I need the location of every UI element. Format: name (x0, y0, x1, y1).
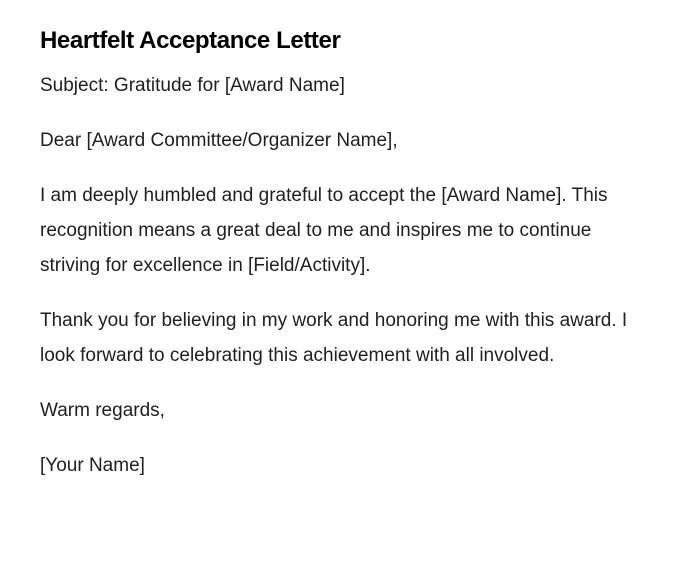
letter-paragraph-2: Thank you for believing in my work and honoring me with this award. I look forward to celebrating this achievement with all involved. (40, 310, 628, 366)
letter-paragraph-1: I am deeply humbled and grateful to accept the [Award Name]. This recognition means a great deal to me and inspires me to continue striving for excellence in [Field/Activity]. (40, 185, 608, 276)
letter-closing: Warm regards, (40, 400, 165, 421)
letter-title: Heartfelt Acceptance Letter (40, 27, 341, 54)
letter-document (40, 24, 650, 483)
letter-signature: [Your Name] (40, 455, 145, 476)
letter-subject: Subject: Gratitude for [Award Name] (40, 75, 345, 96)
letter-greeting: Dear [Award Committee/Organizer Name], (40, 130, 398, 151)
